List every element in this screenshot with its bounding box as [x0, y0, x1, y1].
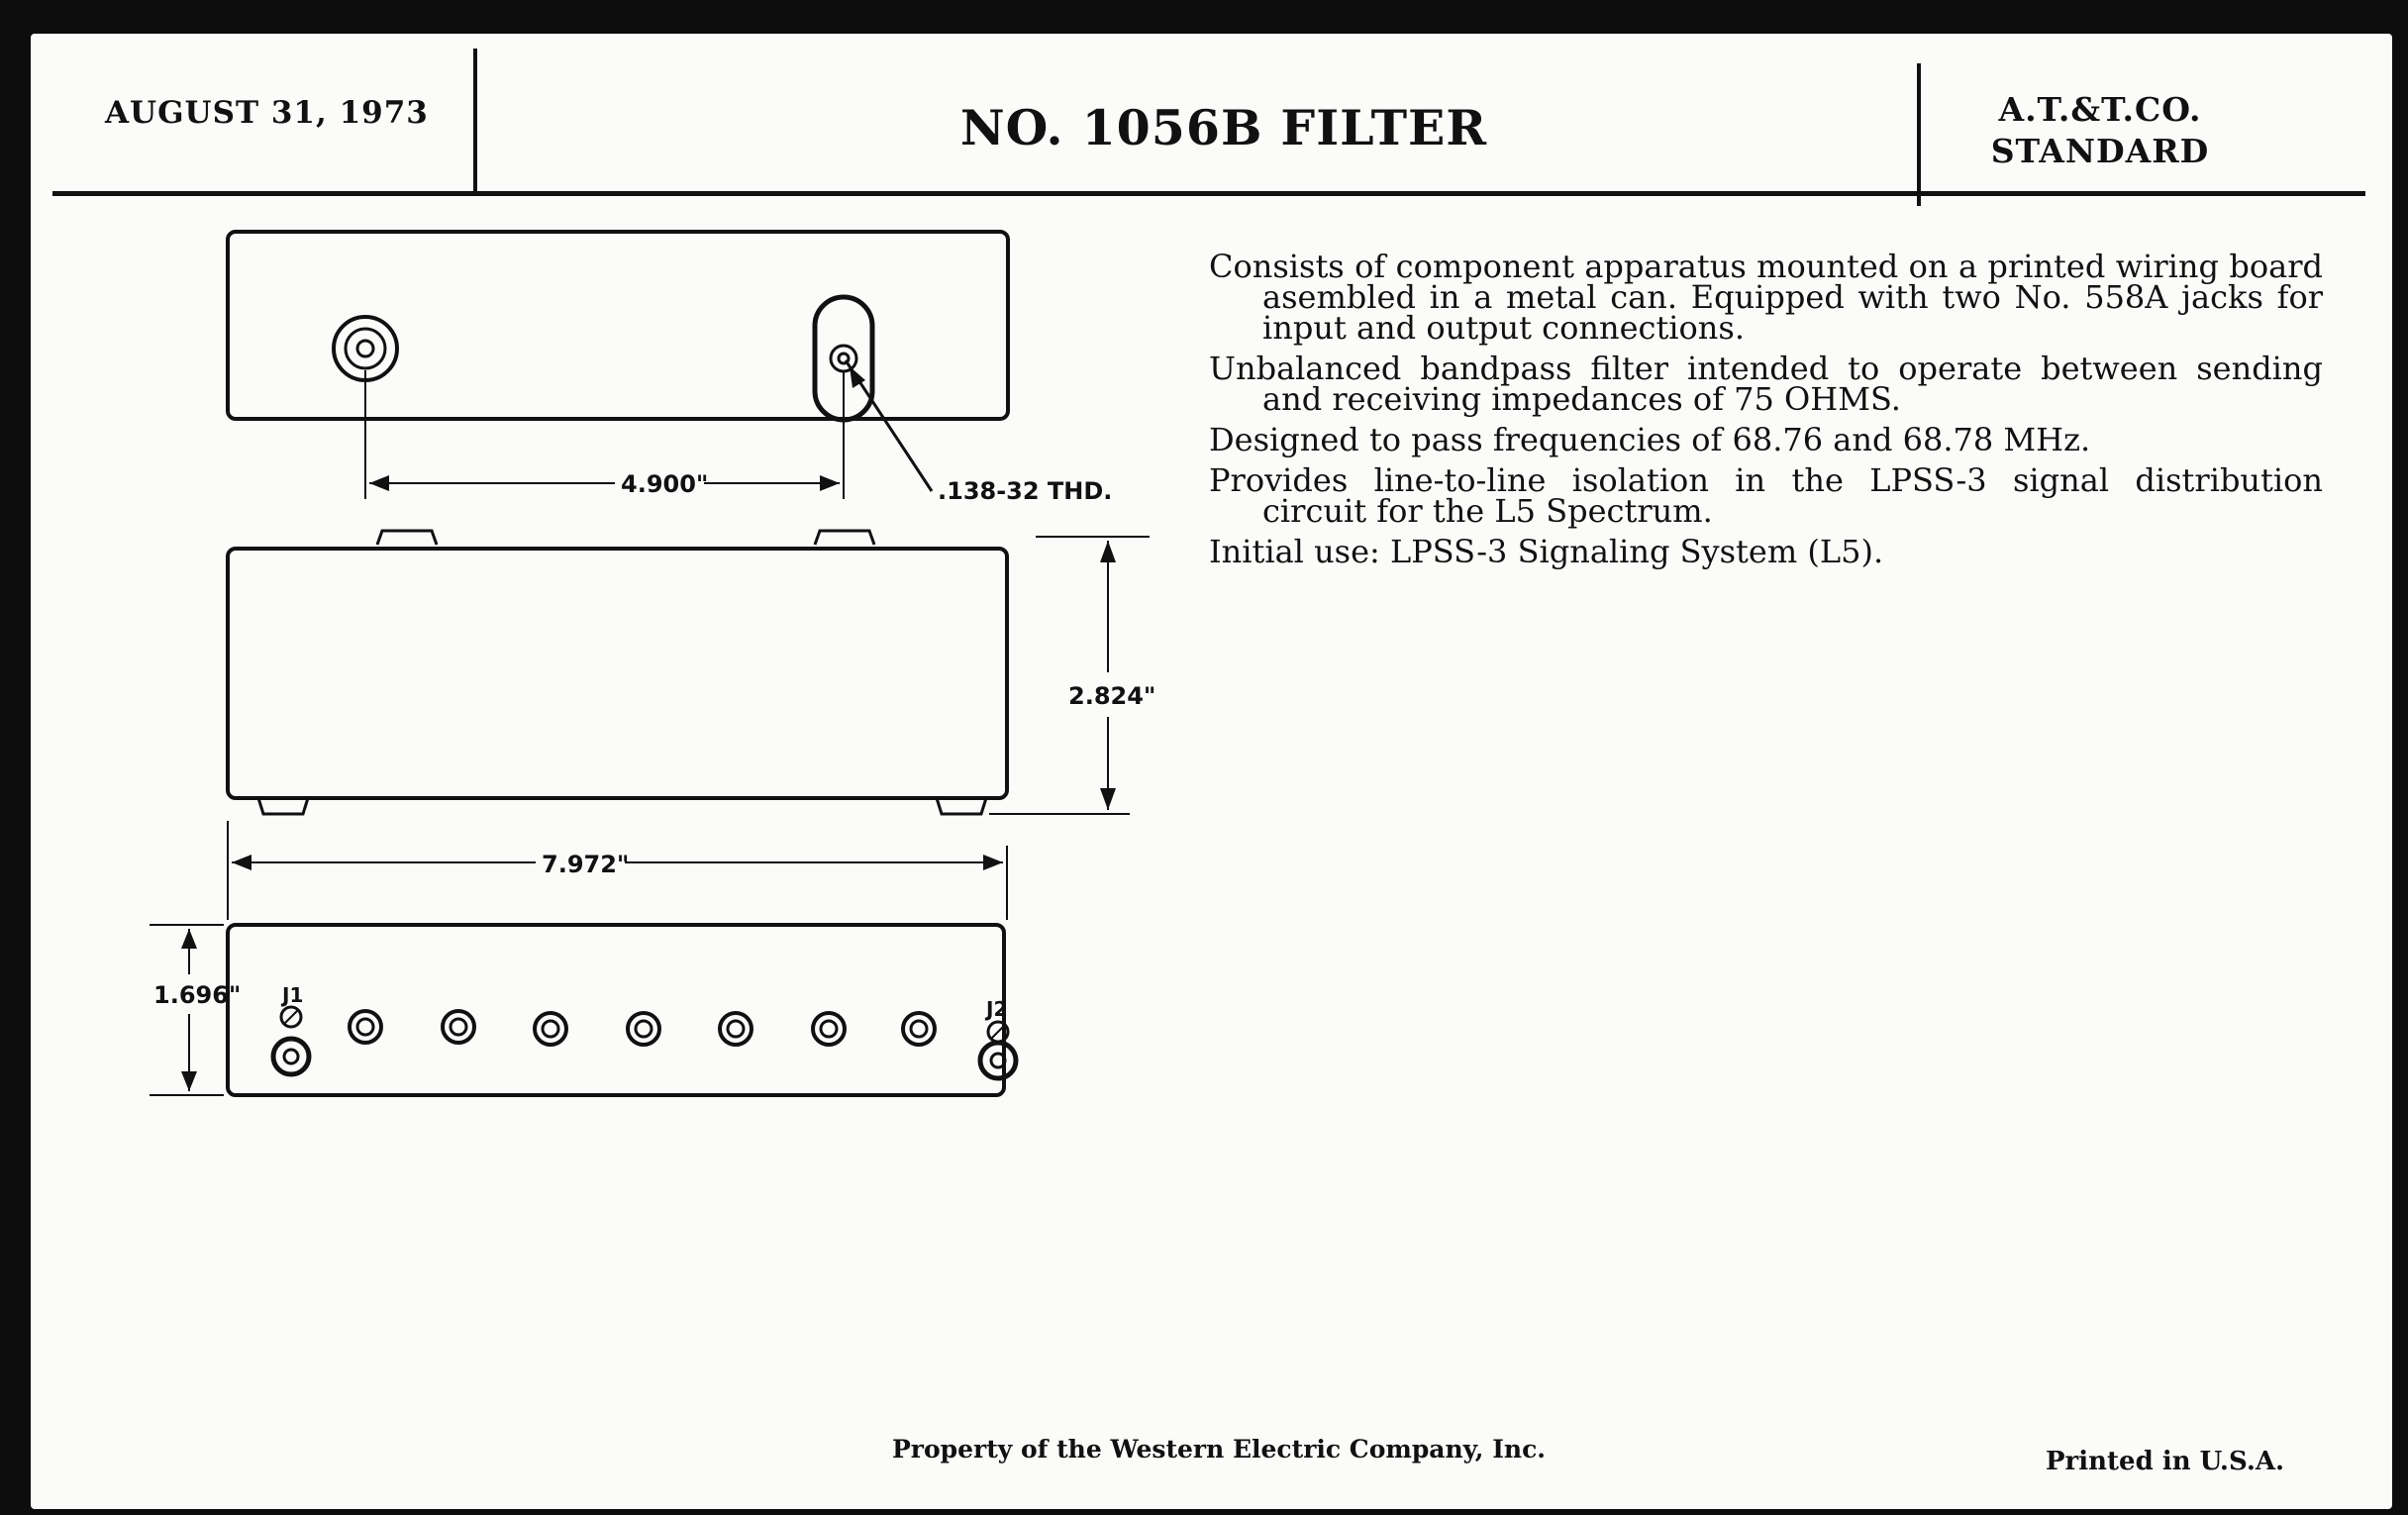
- description-paragraph: Initial use: LPSS-3 Signaling System (L5).: [1209, 533, 1884, 570]
- adjustment-hole-5-icon: [720, 1013, 752, 1045]
- header-divider-right: [1917, 63, 1921, 206]
- arrow-1696-bottom: [181, 1071, 197, 1091]
- thread-callout-label: .138-32 THD.: [938, 477, 1113, 505]
- adjustment-hole-3-icon: [535, 1013, 566, 1045]
- length-dim-label: 7.972": [542, 851, 630, 878]
- arrow-2824-top: [1100, 541, 1116, 562]
- description-paragraph: Provides line-to-line isolation in the LPSS-3 signal distribution circuit for the L5 Spectrum.: [1209, 461, 2323, 530]
- description-paragraph: Unbalanced bandpass filter intended to operate between sending and receiving impedances of 75 OHMS.: [1209, 350, 2323, 418]
- height-dim-label: 2.824": [1068, 682, 1156, 710]
- jack-j2-icon: [980, 1022, 1016, 1078]
- adjustment-hole-1-icon: [350, 1011, 381, 1043]
- description-paragraph: Consists of component apparatus mounted on a printed wiring board asembled in a metal can. Equipped with two No. 558A jacks for input and output connections.: [1209, 248, 2323, 347]
- arrow-7972-right: [983, 855, 1003, 870]
- header-divider-left: [473, 49, 477, 192]
- hole-spacing-label: 4.900": [621, 470, 709, 498]
- drawing-svg: [110, 212, 1159, 1123]
- header-rule: [52, 191, 2365, 196]
- side-view-tab-right: [815, 531, 874, 545]
- standard-label: [1971, 89, 2229, 172]
- arrow-2824-bottom: [1100, 788, 1116, 810]
- issue-date: AUGUST 31, 1973: [105, 95, 429, 131]
- end-view-body: [228, 925, 1004, 1095]
- printed-notice: Printed in U.S.A.: [2046, 1447, 2285, 1476]
- adjustment-hole-2-icon: [443, 1011, 474, 1043]
- standard-line-2: STANDARD: [1990, 132, 2210, 170]
- jack-j1-label: J1: [282, 983, 304, 1007]
- side-view-tab-left: [377, 531, 437, 545]
- side-view-body: [228, 549, 1007, 798]
- arrow-4900-right: [820, 475, 840, 491]
- arrow-4900-left: [369, 475, 389, 491]
- arrow-7972-left: [232, 855, 251, 870]
- depth-dim-label: 1.696": [153, 981, 242, 1009]
- spec-card: [31, 34, 2392, 1509]
- adjustment-hole-4-icon: [628, 1013, 659, 1045]
- side-view-foot-right: [937, 798, 986, 814]
- arrow-1696-top: [181, 929, 197, 949]
- side-view-foot-left: [258, 798, 308, 814]
- property-notice: Property of the Western Electric Company, Inc.: [892, 1435, 1547, 1464]
- standard-line-1: A.T.&T.CO.: [1998, 90, 2202, 129]
- filter-drawing: [110, 212, 1159, 1128]
- jack-j2-label: J2: [986, 997, 1008, 1021]
- jack-j1-icon: [273, 1007, 309, 1074]
- adjustment-hole-6-icon: [813, 1013, 845, 1045]
- page-title: NO. 1056B FILTER: [959, 99, 1488, 156]
- adjustment-hole-7-icon: [903, 1013, 935, 1045]
- description-paragraph: Designed to pass frequencies of 68.76 and 68.78 MHz.: [1209, 421, 2091, 458]
- description: [1209, 248, 2323, 577]
